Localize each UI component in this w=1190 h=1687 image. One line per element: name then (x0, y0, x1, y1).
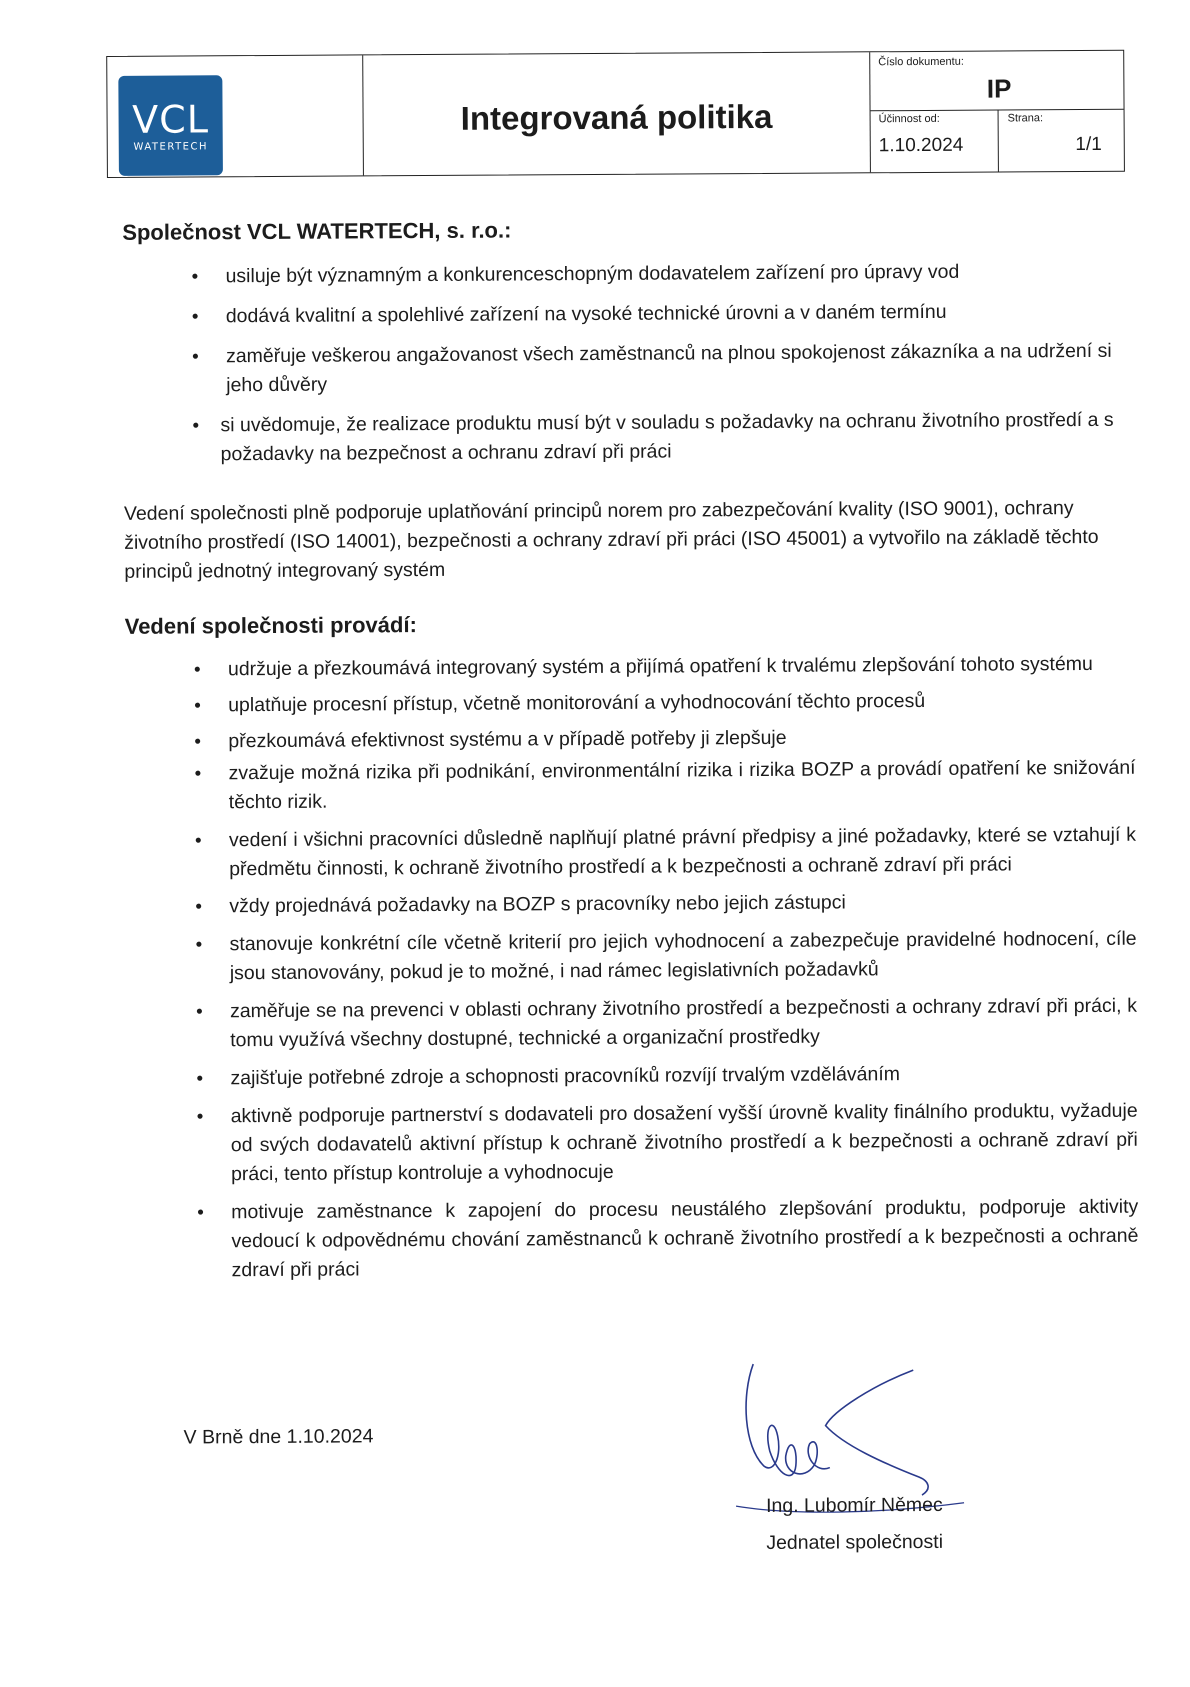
doc-number-label: Číslo dokumentu: (878, 55, 964, 69)
page-value: 1/1 (1075, 133, 1102, 156)
document-header (106, 50, 1125, 178)
list-item: • zaměřuje se na prevenci v oblasti ochrany životního prostředí a bezpečnosti a ochrany zdraví při práci, k tomu využívá všechny dostupné, technické a organizační prostředky (127, 992, 1137, 1056)
list-item: • přezkoumává efektivnost systému a v případě potřeby ji zlepšuje (125, 722, 1135, 757)
list-item: • zaměřuje veškerou angažovanost všech zaměstnanců na plnou spokojenost zákazníka a na udržení si jeho důvěry (123, 337, 1133, 401)
list-item: • aktivně podporuje partnerství s dodavateli pro dosažení vyšší úrovně kvality finálního produktu, vyžaduje od svých dodavatelů aktivní přístup k ochraně životního prostředí a k bezpečnosti a ochraně zdraví při práci, tento přístup kontroluje a vyhodnocuje (128, 1097, 1139, 1190)
list-item: • motivuje zaměstnance k zapojení do procesu neustálého zlepšování produktu, podporuje aktivity vedoucí k odpovědnému chování zaměstnanců k ochraně životního prostředí a k bezpečnosti a ochraně zdraví při práci (128, 1193, 1139, 1286)
document-title: Integrovaná politika (460, 97, 773, 137)
meta-cell (870, 51, 1124, 173)
company-logo (118, 75, 223, 176)
list-item: • usiluje být významným a konkurenceschopným dodavatelem zařízení pro úpravy vod (122, 257, 1132, 292)
effective-label: Účinnost od: (878, 112, 940, 126)
logo-sub-text: WATERTECH (133, 141, 209, 153)
page-box (998, 109, 1124, 172)
list-item: • udržuje a přezkoumává integrovaný systém a přijímá opatření k trvalému zlepšování tohoto systému (125, 650, 1135, 685)
signatory-name: Ing. Lubomír Němec (766, 1493, 943, 1517)
management-heading: Vedení společnosti provádí: (124, 612, 417, 639)
logo-cell (107, 55, 364, 177)
document-body (122, 214, 1138, 1286)
company-heading: Společnost VCL WATERTECH, s. r.o.: (122, 217, 512, 245)
list-item: • vedení i všichni pracovníci důsledně naplňují platné právní předpisy a jiné požadavky, které se vztahují k předmětu činnosti, k ochraně životního prostředí a k bezpečnosti a ochraně zdraví při práci (126, 821, 1136, 885)
doc-number-box (870, 51, 1123, 112)
company-commitments-list (122, 257, 1133, 470)
management-actions-list (125, 650, 1139, 1286)
list-item: • zvažuje možná rizika při podnikání, environmentální rizika i rizika BOZP a provádí opatření ke snižování těchto rizik. (126, 754, 1136, 818)
list-item: • zajišťuje potřebné zdroje a schopnosti pracovníků rozvíjí trvalým vzděláváním (127, 1059, 1137, 1094)
place-and-date: V Brně dne 1.10.2024 (183, 1425, 374, 1449)
list-item: • stanovuje konkrétní cíle včetně kriterií pro jejich vyhodnocení a zabezpečuje pravidelné hodnocení, cíle jsou stanovovány, pokud je to možné, i nad rámec legislativních požadavků (127, 925, 1137, 989)
intro-paragraph: Vedení společnosti plně podporuje uplatňování principů norem pro zabezpečování kvality (ISO 9001), ochrany životního prostředí (ISO 14001), bezpečnosti a ochrany zdraví při práci (ISO 45001) a vytvořilo na základě těchto principů jednotný integrovaný systém (123, 497, 1099, 583)
page-label: Strana: (1007, 112, 1044, 125)
list-item: • uplatňuje procesní přístup, včetně monitorování a vyhodnocování těchto procesů (125, 686, 1135, 721)
title-cell (363, 52, 871, 175)
list-item: • vždy projednává požadavky na BOZP s pracovníky nebo jejich zástupci (126, 887, 1136, 922)
signatory-role: Jednatel společnosti (766, 1530, 944, 1554)
effective-date: 1.10.2024 (878, 134, 964, 157)
list-item: • si uvědomuje, že realizace produktu musí být v souladu s požadavky na ochranu životního prostředí a s požadavky na bezpečnost a ochranu zdraví při práci (123, 406, 1133, 470)
effective-box (871, 110, 999, 173)
logo-main-text: VCL (132, 97, 210, 142)
list-item: • dodává kvalitní a spolehlivé zařízení na vysoké technické úrovni a v daném termínu (123, 297, 1133, 332)
doc-number-value: IP (986, 73, 1012, 104)
